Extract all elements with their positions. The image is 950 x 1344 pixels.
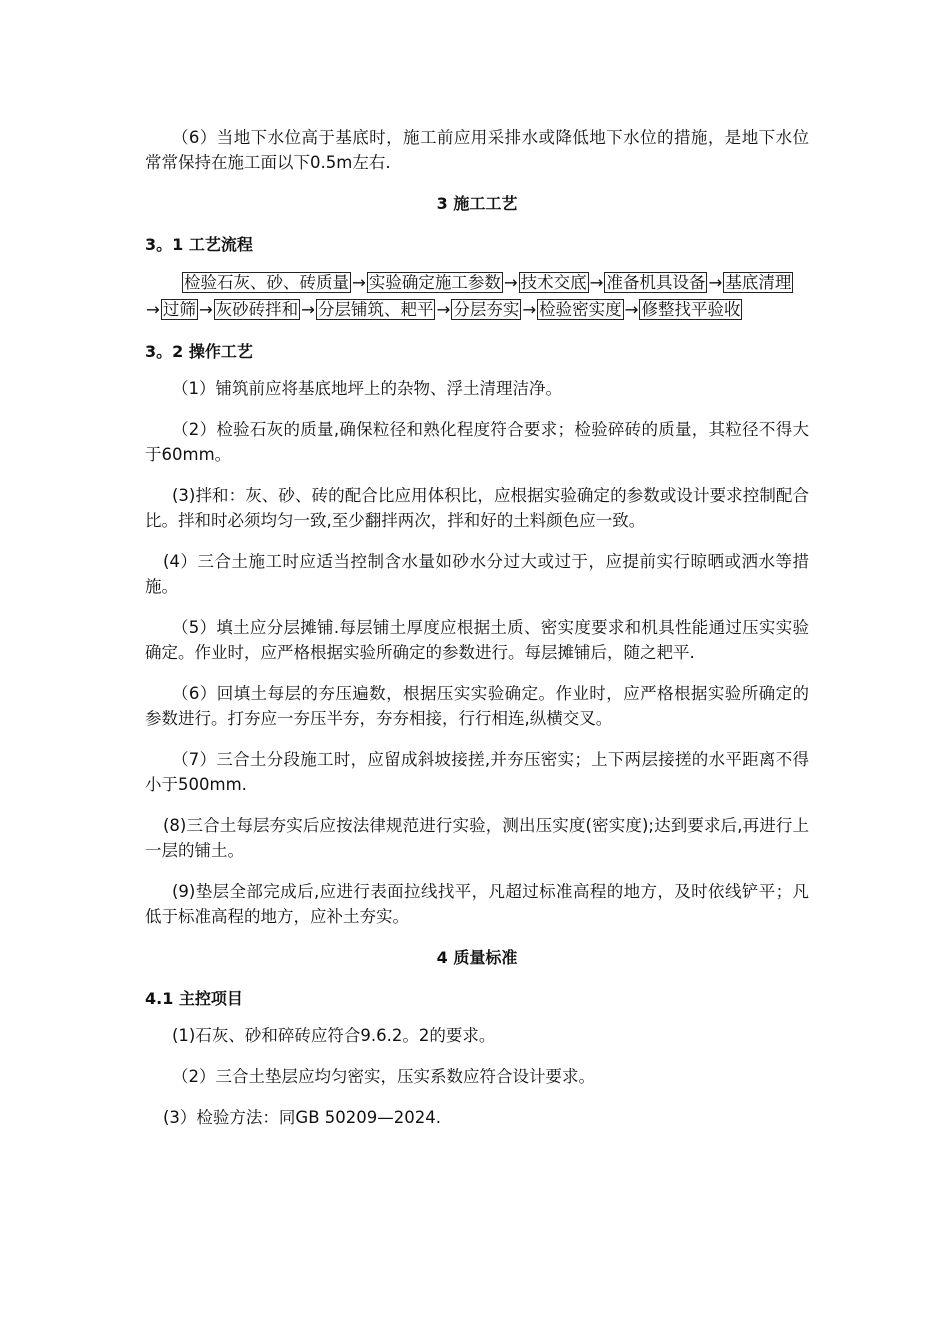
flow-step-1: 检验石灰、砂、砖质量 [184, 273, 349, 292]
main-item-1: (1)石灰、砂和碎砖应符合9.6.2。2的要求。 [172, 1026, 496, 1045]
document-body [145, 125, 809, 1146]
flow-step-5: 基底清理 [725, 273, 792, 292]
main-item-2: （2）三合土垫层应均匀密实，压实系数应符合设计要求。 [172, 1067, 595, 1086]
flow-step-11: 修整找平验收 [641, 300, 741, 319]
flow-step-7: 灰砂砖拌和 [215, 300, 299, 319]
section-4-title: 4 质量标准 [436, 948, 518, 967]
flow-step-9: 分层夯实 [453, 300, 520, 319]
flow-arrow: → [436, 300, 451, 319]
section-3-1-title: 3。1 工艺流程 [145, 235, 253, 254]
flow-arrow: → [708, 273, 723, 292]
flow-arrow: → [522, 300, 537, 319]
op-item-7: （7）三合土分段施工时，应留成斜坡接搓,并夯压密实；上下两层接搓的水平距离不得小于500mm. [145, 750, 809, 794]
op-item-1: （1）铺筑前应将基底地坪上的杂物、浮土清理洁净。 [172, 379, 562, 398]
op-item-3: (3)拌和：灰、砂、砖的配合比应用体积比，应根据实验确定的参数或设计要求控制配合比。拌和时必须均匀一致,至少翻拌两次，拌和好的土料颜色应一致。 [145, 486, 809, 530]
op-item-8: (8)三合土每层夯实后应按法律规范进行实验，测出压实度(密实度);达到要求后,再进行上一层的铺土。 [145, 816, 809, 860]
section-3-title: 3 施工工艺 [436, 194, 518, 213]
flow-step-10: 检验密实度 [539, 300, 622, 319]
flow-arrow: → [352, 273, 366, 292]
process-flow [145, 269, 809, 323]
section-3-2-title: 3。2 操作工艺 [145, 342, 253, 361]
flow-step-2: 实验确定施工参数 [368, 273, 501, 292]
main-item-3: (3）检验方法：同GB 50209—2024. [163, 1108, 442, 1127]
op-item-6: （6）回填土每层的夯压遍数，根据压实实验确定。作业时，应严格根据实验所确定的参数进行。打夯应一夯压半夯，夯夯相接，行行相连,纵横交叉。 [145, 684, 809, 728]
flow-arrow: → [589, 273, 604, 292]
flow-step-3: 技术交底 [520, 273, 587, 292]
paragraph-groundwater: （6）当地下水位高于基底时，施工前应用采排水或降低地下水位的措施，是地下水位常常保持在施工面以下0.5m左右. [145, 128, 809, 172]
flow-step-6: 过筛 [162, 300, 196, 319]
flow-step-8: 分层铺筑、耙平 [317, 300, 434, 319]
op-item-2: （2）检验石灰的质量,确保粒径和熟化程度符合要求；检验碎砖的质量，其粒径不得大于60mm。 [145, 420, 809, 464]
flow-arrow: → [624, 300, 639, 319]
op-item-9: (9)垫层全部完成后,应进行表面拉线找平，凡超过标准高程的地方，及时依线铲平；凡低于标准高程的地方，应补土夯实。 [145, 882, 809, 926]
flow-step-4: 准备机具设备 [606, 273, 706, 292]
flow-arrow: → [198, 300, 213, 319]
flow-arrow: → [503, 273, 518, 292]
flow-arrow: → [301, 300, 315, 319]
flow-arrow: → [146, 300, 160, 319]
op-item-5: （5）填土应分层摊铺.每层铺土厚度应根据土质、密实度要求和机具性能通过压实实验确定。作业时，应严格根据实验所确定的参数进行。每层摊铺后，随之耙平. [145, 618, 809, 662]
op-item-4: (4）三合土施工时应适当控制含水量如砂水分过大或过于，应提前实行晾晒或洒水等措施。 [145, 552, 809, 596]
section-4-1-title: 4.1 主控项目 [145, 989, 243, 1008]
